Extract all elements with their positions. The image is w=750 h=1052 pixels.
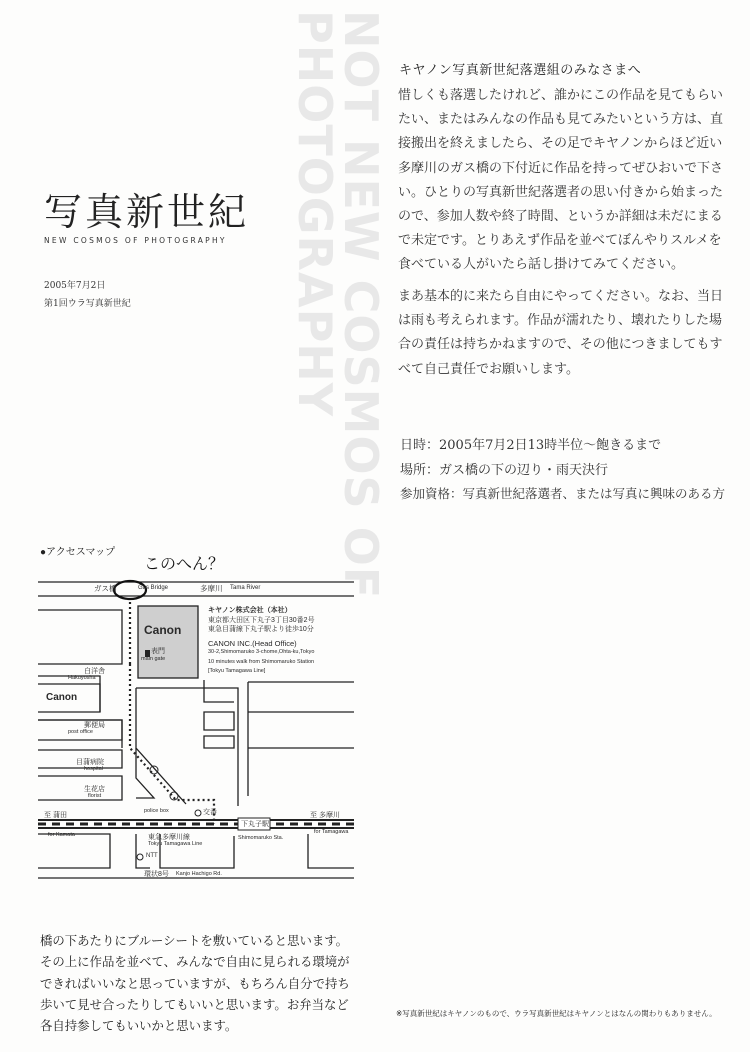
intro-paragraph-1 <box>398 84 728 278</box>
watermark-line-2: PHOTOGRAPHY <box>288 10 342 418</box>
address-en-3: [Tokyu Tamagawa Line] <box>208 668 266 674</box>
kanjo-road-jp: 環状8号 <box>144 871 169 878</box>
main-gate-jp: 表門 <box>151 648 165 655</box>
station-en: Shimomaruko Sta. <box>238 835 284 841</box>
post-office-en: post office <box>68 729 93 735</box>
florist-jp: 生花店 <box>84 786 105 793</box>
map-label-tamagawa: 多摩川 <box>200 584 223 593</box>
address-en-1: 30-2,Shimomaruko 3-chome,Ohta-ku,Tokyo <box>208 649 315 655</box>
hakuyosha-jp: 白洋舎 <box>84 668 105 675</box>
post-office-jp: 郵便局 <box>84 722 105 729</box>
event-date: 2005年7月2日 <box>44 281 106 291</box>
bottom-paragraph <box>40 930 370 1036</box>
address-jp-1: 東京都大田区下丸子3丁目30番2号 <box>208 616 315 624</box>
page-heading: キヤノン写真新世紀落選組のみなさまへ <box>399 63 642 78</box>
address-jp-2: 東急目蒲線下丸子駅より徒歩10分 <box>208 626 314 633</box>
police-box-jp: 交番 <box>203 809 217 816</box>
main-gate-en: main gate <box>141 656 166 662</box>
hakuyosha-en: Hakuyosha <box>68 675 96 681</box>
kanjo-road-en: Kanjo Hachigo Rd. <box>176 871 222 877</box>
canon-logo: Canon <box>144 623 182 637</box>
watermark-title <box>288 10 388 600</box>
tokyu-line-en: Tokyu Tamagawa Line <box>148 841 203 847</box>
florist-en: florist <box>88 793 102 799</box>
bottom-line: 橋の下あたりにブルーシートを敷いていると思います。 <box>40 933 349 948</box>
hospital-jp: 目蒲病院 <box>76 759 104 766</box>
tamagawa-direction-jp: 至 多摩川 <box>310 812 340 819</box>
canon-small-logo: Canon <box>46 692 78 703</box>
logo-japanese: 写真新世紀 <box>44 190 250 234</box>
info-datetime: 日時：2005年7月2日13時半位～飽きるまで <box>400 438 662 453</box>
logo-english: NEW COSMOS OF PHOTOGRAPHY <box>44 236 227 245</box>
police-box-en: police box <box>144 808 169 814</box>
company-name-en: CANON INC.(Head Office) <box>208 638 297 648</box>
info-eligibility: 参加資格：写真新世紀落選者、または写真に興味のある方 <box>400 486 726 501</box>
kamata-direction-en: for Kamata <box>48 832 75 838</box>
map-title: ●アクセスマップ <box>40 547 116 558</box>
bottom-line: 歩いて見せ合ったりしてもいいと思います。お弁当など <box>40 996 349 1012</box>
info-place: 場所：ガス橋の下の辺り・雨天決行 <box>400 463 609 478</box>
event-name: 第1回ウラ写真新世紀 <box>44 299 131 309</box>
tamagawa-direction-en: for Tamagawa <box>314 829 349 835</box>
map-label-tamagawa-en: Tama River <box>230 585 261 591</box>
station-jp: 下丸子駅 <box>241 821 269 828</box>
map-label-gas-bridge-en: Gas Bridge <box>138 585 169 591</box>
address-en-2: 10 minutes walk from Shimomaruko Station <box>208 658 315 665</box>
tokyu-line-jp: 東急多摩川線 <box>148 834 190 841</box>
bottom-line: その上に作品を並べて、みんなで自由に見られる環境が <box>40 954 350 970</box>
map-label-gas-bridge: ガス橋 <box>94 584 117 593</box>
kamata-direction-jp: 至 蒲田 <box>44 812 67 819</box>
paragraph-text: まあ基本的に来たら自由にやってください。なお、当日は雨も考えられます。作品が濡れたり、壊れたりした場合の責任は持ちかねますので、その他につきましてもすべて自己責任でお願いします。 <box>398 289 724 377</box>
canon-address-block <box>208 606 353 677</box>
bottom-line: 各自持参してもいいかと思います。 <box>40 1018 238 1034</box>
watermark-line-1: NOT NEW COSMOS OF <box>334 10 388 600</box>
map-handwritten-note: このへん？ <box>144 554 225 573</box>
company-name-jp: キヤノン株式会社（本社） <box>208 607 292 614</box>
intro-paragraph-2 <box>398 285 728 382</box>
logo <box>44 192 249 245</box>
paragraph-text: 惜しくも落選したけれど、誰かにこの作品を見てもらいたい、またはみんなの作品も見てみたいという方は、直接搬出を終えましたら、その足でキヤノンからほど近い多摩川のガス橋の下付近に作品を持ってぜひおいで下さい。ひとりの写真新世紀落選者の思い付きから始まったので、参加人数や終了時間、というか詳細は未だにまるで未定です。とりあえず作品を並べてぼんやりスルメを食べている人がいたら話し掛けてみてください。 <box>398 88 724 273</box>
access-map <box>38 572 354 902</box>
hospital-en: hospital <box>84 766 103 772</box>
bottom-line: できればいいなと思っていますが、もちろん自分で持ち <box>40 975 350 991</box>
footnote: ※写真新世紀はキヤノンのもので、ウラ写真新世紀はキヤノンとはなんの関わりもありません。 <box>396 1009 717 1018</box>
ntt-label: NTT <box>146 853 158 859</box>
